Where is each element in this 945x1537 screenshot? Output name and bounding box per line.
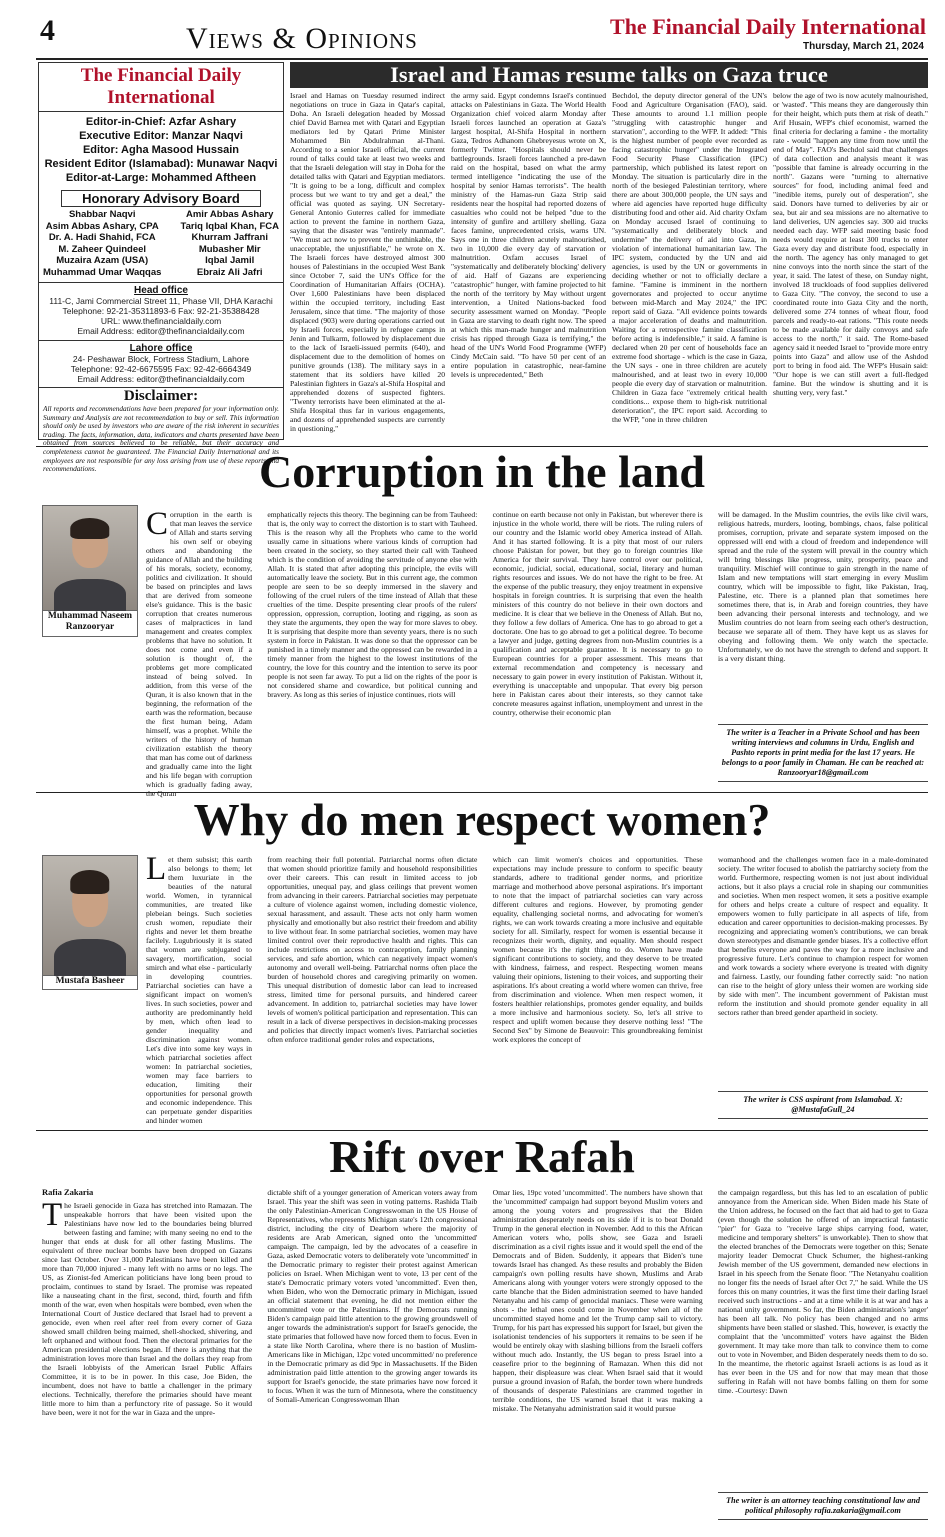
staff-item: Resident Editor (Islamabad): Munawar Naqvi — [44, 158, 278, 170]
article-headline-respect-women: Why do men respect women? — [193, 794, 771, 845]
board-member: Shabbar Naqvi — [68, 209, 136, 220]
section-title: Views & Opinions — [186, 22, 418, 55]
article-body-rafah — [42, 1188, 928, 1532]
board-member: Khurram Jaffrani — [191, 232, 269, 243]
article-column — [42, 1197, 252, 1521]
author-caption: Mustafa Basheer — [42, 976, 138, 990]
staff-item: Executive Editor: Manzar Naqvi — [79, 130, 243, 142]
lahore-office-title: Lahore office — [39, 340, 283, 354]
article-column: which can limit women's choices and opportunities. These expectations may include pressure to conform to specific beauty standards, adhere to traditional gender norms, and prioritize marriage and motherhood above personal aspirations. It's important to note that the impact of patriarchal societies can vary across different cultures and regions. However, by promoting gender equality, challenging societal norms, and advocating for women's rights, we can work towards creating a more inclusive and equitable society for all. Similarly, respect for women is essential because it recognizes their worth, dignity, and equality. Men should respect women because it's the right thing to do. Women have made significant contributions to society, and they deserve to be treated with kindness, fairness, and respect. Respecting women means valuing their opinions, listening to their voices, and supporting their aspirations. It's about creating a world where women can thrive, free from discrimination and violence. When men respect women, it fosters healthier relationships, promotes gender equality, and builds a more inclusive and harmonious society. So, let's all strive to respect and uplift women because they deserve nothing less! "The Second Sex" by Simone de Beauvoir: This groundbreaking feminist work explores the concept of — [492, 855, 703, 1044]
author-bio: The writer is an attorney teaching constitutional law and political philosophy rafia.zakaria@gmail.com — [718, 1492, 928, 1520]
article-body-corruption — [42, 506, 928, 798]
article-column-text: orruption in the earth is that man leaves the service of Allah and starts serving his own self or obeying others and abandoning the guidance of Allah and the building of his morals, society, economy, politics and civilization. It should be based on principles and laws that are derived from someone else's guidance. This is the basic corruption that creates numerous cases of malpractices in land management and creates complex problems that have no solution. It does not come and even if a solution is thought of, the problems get more complicated instead of being solved. In addition, from this verse of the Quran, it is also known that in the beginning, the reformation of the earth was the reformation, because the first human being, Adam himself, was a prophet. While the writers of the history of human civilization establish the theory that man has come out of darkness and gradually came into the light and his life began with corruption which is gradually fading away, the Quran — [146, 510, 252, 798]
lahore-office-email[interactable]: Email Address: editor@thefinancialdaily.com — [77, 374, 245, 384]
article-column: continue on earth because not only in Pakistan, but wherever there is injustice in the whole world, there will be riots. The ruling rulers of our country and the Islamic world obey America instead of Allah. And it has started following. It is a pity that most of our rulers choose Pakistan for power, but they go to foreign countries like America for their survival. They have control over our political, economic, judicial, social, educational, social, literary and human rights resources and issues. We do not have the right to be free. At the expense of the public treasury, they enjoy treatment in expensive hospitals in foreign countries. It is surprising that even the health ministers of this country do not believe in their own doctors and medicine. It is clear that we believe in the Oneness of Allah. But no, they follow a few dollars of America. One has to go abroad to get a doctorate. One has to go abroad to get a political degree. To become a lawyer and judge, getting degrees from non-Muslim countries is a qualification and acceptable guarantee. It is necessary to go to European countries for a proper assessment. This means that external recommendation and competency is necessary and necessary to gain power in every institution of Pakistan. Without it, everything is unacceptable and unpopular. That every big person here in Pakistan cares about their interests, so they cannot take concrete measures against inflation, unemployment and unrest in the country, otherwise their economic plan — [492, 510, 703, 717]
board-member: Muhammad Umar Waqqas — [43, 266, 162, 278]
imprint-box — [38, 62, 284, 474]
article-column-with-byline — [42, 1188, 252, 1532]
column-lead — [146, 851, 252, 1125]
disclaimer-title: Disclaimer: — [39, 387, 283, 405]
article-headline-corruption: Corruption in the land — [258, 446, 706, 497]
article-body-respect-women — [42, 851, 928, 1125]
board-member: Ebraiz Ali Jafri — [196, 266, 263, 278]
article-column — [42, 506, 252, 798]
article-column: Bechdol, the deputy director general of the UN's Food and Agriculture Organisation (FAO), said. These amounts to around 1.1 million people "struggling with catastrophic hunger and starvation", according to the WFP. It added: "This is the highest number of people ever recorded as facing catastrophic hunger" under the Integrated Food Security Phase Classification (IPC) partnership, which published its latest report on Monday. The situation is particularly dire in the north of the besieged Palestinian territory, where there are about 300,000 people, the UN says and where aid agencies have reported huge difficulty distributing food and other aid. Aid charity Oxfam on Monday accused Israel of continuing to "systematically and deliberately block and undermine" the delivery of aid into Gaza, in violation of international humanitarian law. The IPC system, conducted by the UN and aid agencies, is used by the UN or governments in deciding whether or not to officially declare a famine. "Famine is imminent in the northern governorates and projected to occur anytime between mid-March and May 2024," the IPC report said of Gaza. "All evidence points towards a major acceleration of deaths and malnutrition. Waiting for a retrospective famine classification before acting is indefensible," it said. A famine is declared when 20 per cent of households face an extreme food shortage - which is the case in Gaza, the UN says - one in three children are acutely malnourished, and at least two in every 10,000 people die every day of starvation or malnutrition. Children in Gaza face "extremely critical health conditions... expose them to high-risk nutritional deterioration", the IPC report said. According to the WFP, "one in three children — [612, 91, 767, 424]
board-member: Asim Abbas Ashary, CPA — [45, 220, 159, 232]
column-lead — [146, 506, 252, 798]
article-column — [42, 851, 252, 1125]
head-office-url[interactable]: URL: www.thefinancialdaily.com — [100, 316, 222, 326]
page-number: 4 — [40, 14, 55, 47]
head-office-email[interactable]: Email Address: editor@thefinancialdaily.com — [77, 326, 245, 336]
staff-item: Editor: Agha Masood Hussain — [82, 144, 240, 156]
article-column-text: et them subsist; this earth also belongs to them; let them luxuriate in the beauties of the natural world. Women, in tyrannical communities, are treated like plebeian beings. Such societies crush women, repudiate their rights and never let them breathe facilely. Lugubriously it is stated that women are subjugated to savagery, mortification, social smirch and what else - particularly in developing countries. Patriarchal societies can have a significant impact on women's lives. In such societies, power and authority are predominantly held by men, which often lead to gender inequality and discrimination against women. Let's dive into some key ways in which patriarchal societies affect women: In patriarchal societies, women may face barriers to education, limiting their opportunities for personal growth and economic independence. This can perpetuate gender disparities and hinder women — [146, 855, 252, 1125]
article-column: emphatically rejects this theory. The beginning can be from Tauheed: that is, the only way to correct the distortion is to start with Tauheed. This is the reason why all the Prophets who came to the world usually came in situations where various kinds of corruption had been created in the society, so they started their call with Tauheed which is the condition of avoiding the servitude of anyone else with Allah. It is stated that after adopting this principle, the evils will automatically leave the society. But in this current age, the common people are seen to be so deeply immersed in the slavery and following of the cruel rulers of the time instead of Allah that these cruelties of the time. Despite presenting clear proofs of the rulers' oppression, oppression, corruption, looting and rigging, as soon as they state the arguments, they open the way for more slaves to obey. It is surprising that despite more than seventy years, there is no such system in force in Pakistan. It was done so that the oppressor can be punished in a timely manner and the oppressed can be rewarded in a timely manner from the highest to the lowest institutions of the country, the love for this country and the intention to serve its poor people is not seen far away. To put a lid on the rights of the poor is not considered shame and cowardice, but political cunning and bravery. As long as this series of injustice continues, riots will — [267, 510, 478, 699]
paper-name: The Financial Daily International — [610, 14, 926, 39]
advisory-board-left — [43, 209, 161, 278]
head-office-details — [39, 296, 283, 336]
article-body-gaza-truce — [290, 91, 928, 440]
author-bio: The writer is a Teacher in a Private School and has been writing interviews and columns in Urdu, English and Pashto reports in print media for the last 17 years. He belongs to a poor family in Chaman. He can be reached at: Ranzooryar18@gmail.com — [718, 724, 928, 782]
article-column: Israel and Hamas on Tuesday resumed indirect negotiations on truce in Gaza in Qatar's capital, Doha. An Israeli delegation headed by Mossad chief David Barnea met with Qatari and Egyptian mediators led by Qatari Prime Minister Mohammed Bin Abdulrahman al-Thani. According to a senior Israeli official, the current round of talks could take at least two weeks and that the Israeli delegation will stay in Doha for the detailed talks with Qatari and Egyptian mediators. "It is going to be a long, difficult and complex process but we want to try and get a deal," the official was quoted as saying. UN Secretary-General Antonio Guterres called for immediate action to prevent the famine in northern Gaza, saying that the disaster was "entirely manmade". "We must act now to prevent the unthinkable, the unacceptable, the unjustifiable," he wrote on X. The Israeli forces have destroyed almost 300 houses of Palestinians in the occupied West Bank since October 7, said the UN's Office for the Coordination of Humanitarian Affairs (OCHA). Over 1,600 Palestinians have been displaced within the occupied territory, including East Jerusalem, since that time. "The majority of those displaced (903) were during operations carried out by Israeli forces, especially in refugee camps in Jenin and Tulkarm, followed by displacement due to the lack of Israeli-issued permits (640), and displacement due to the demolition of homes on punitive grounds (138). The military says in a statement that its soldiers have killed 20 Palestinian fighters in Gaza's al-Shifa Hospital and apprehended dozens of suspected fighters. "Twenty terrorists have been eliminated at the al-Shifa Hospital thus far in various engagements, and dozens of apprehended suspects are currently in questioning," — [290, 91, 445, 433]
article-column: will be damaged. In the Muslim countries, the evils like civil wars, religious hatreds, murders, looting, bombings, chaos, false political promises, corruption, private and separate system imposed on the oppressed will end with a cloud of freedom and independence will spread and the rule of the system will prevail in the country which will bring blessings like progress, unity, prosperity, peace and tranquility. Mischief will continue to gain strength in the name of Islam and new temptations will start emerging in every Muslim country, which will be impossible to fight, like Pakistan, Iraq, Palestine, etc. There is a planned plan that sometimes here sometimes there, that is, in Arab and foreign countries, they have been advancing their personal interests and technology, and we Muslim countries do not learn from seeing each other's destruction, because we separate all of them. They have kept us as slaves for obeying and following them. We only watch the spectacle. Unfortunately, we do not have the strength to defend and support. It is a very distant thing. — [717, 510, 928, 663]
board-member: Muzaira Azam (USA) — [56, 255, 149, 266]
dropcap: C — [146, 506, 169, 542]
advisory-board-title: Honorary Advisory Board — [61, 190, 261, 207]
masthead — [36, 8, 928, 60]
board-member: Mubasher Mir — [198, 243, 261, 255]
lahore-office-details — [39, 354, 283, 384]
article-headline-rafah: Rift over Rafah — [329, 1131, 635, 1182]
article-headline-gaza-truce: Israel and Hamas resume talks on Gaza truce — [290, 62, 928, 88]
board-member: Iqbal Jamil — [205, 255, 255, 266]
board-member: Amir Abbas Ashary — [186, 209, 274, 220]
article-column: Omar lies, 19pc voted 'uncommitted'. The numbers have shown that the 'uncommitted' campaign had support beyond Muslim voters and among the young voters and progressives that the Biden administration desperately needs on its side if it is to beat Donald Trump in the general election in November. Add to this the African American voters who, polls show, see Gaza and Israeli discrimination as a civil rights issue and it would spell the end of the Democrats and of Biden. Suddenly, it appears that Biden's tune towards Israel has changed. As these results and probably the Biden campaign's own polling results have shown, Muslims and Arab Americans along with younger voters were strongly opposed to the carte blanche that the Biden administration seemed to have handed Netanyahu and his camp of genocidal maniacs. These were warning shots - the lethal ones could come in November when all of the uncommitted stayed home and let the Trump camp sail to victory. Trump, for his part has expressed his support for Israel, but given the isolationist tendencies of his supporters it remains to be seen if he would be entirely okay with slashing billions from the Israeli coffers without much ado. Instantly, the US began to press Israel into a ceasefire prior to the beginning of Ramazan. When this did not happen, their displeasure was clear. When Israel said that it would pursue a ground invasion of Rafah, the border town where hundreds of thousands of desperate Palestinians are crammed together in terrible conditions, the US warned Israel that it was making a mistake. The Netanyahu administration said it would pursue — [492, 1188, 703, 1413]
article-column-with-bio — [718, 1188, 928, 1532]
board-member: Tariq Iqbal Khan, FCA — [180, 220, 279, 232]
author-caption: Muhammad Naseem Ranzooryar — [42, 611, 138, 637]
article-column-with-bio — [718, 855, 928, 1125]
advisory-board-right — [180, 209, 279, 278]
staff-item: Editor-at-Large: Mohammed Aftheen — [65, 172, 257, 184]
author-bio: The writer is CSS aspirant from Islamabad. X: @MustafaGull_24 — [718, 1091, 928, 1119]
head-office-address: 111-C, Jami Commercial Street 11, Phase VII, DHA Karachi — [49, 296, 273, 306]
staff-list — [39, 112, 283, 187]
article-column: below the age of two is now acutely malnourished, or 'wasted'. "This means they are dangerously thin for their height, which puts them at risk of death." Arif Husain, WFP's chief economist, warned the final criteria for declaring a famine - the mortality rate - would "happen any time from now until the end of May". FAO's Bechdol said that challenges of data collection and analysis meant it was "possible that famine is already occurring in the north". Gazans were "turning to alternative sources" for food, including animal feed and "inedible items, purely out of desperation", she said. Donors have turned to deliveries by air or sea, but air and sea missions are no alternative to land deliveries, UN agencies say. 300 aid trucks needed each day. WFP said meeting basic food needs would require at least 300 trucks to enter Gaza every day and distribute food, especially in the north. The agency has only managed to get nine convoys into the north since the start of the year, it said. The latest of these, on Sunday night, involved 18 truckloads of food supplies delivered to Gaza City. "The convoy, the second to use a coordinated route into Gaza City and the north, delivered some 274 tonnes of wheat flour, food parcels and ready-to-eat rations. "This route needs to be made available for daily convoys and safe access to the north," it said. The Rome-based agency said it needed Israel to "provide more entry points into Gaza" and allow use of the Ashdod port to bring in food aid. The WFP's Husain said: "Our hope is we can still avert a full-fledged famine. But the window is shutting and it is shutting very, very fast." — [773, 91, 928, 397]
lahore-office-phone: Telephone: 92-42-6675595 Fax: 92-42-6664349 — [70, 364, 252, 374]
head-office-title: Head office — [39, 282, 283, 296]
section-divider — [36, 792, 928, 793]
article-column: the campaign regardless, but this has led to an escalation of public annoyance from the American side. When Biden made his State of the Union address, he focused on the fact that aid had to get to Gaza (even though the solution he offered of an impractical fantastic "pier" for Gaza to "receive large ships carrying food, water, medicine and temporary shelters" is unworkable). Then to show that the elected branches of the Democrats were together on this; Senate majority leader Democrat Chuck Schumer, the highest-ranking Jewish member of the US government, demanded new elections in Israel in his speech from the Senate floor. "The Netanyahu coalition no longer fits the needs of Israel after Oct 7," he said. While the US forces this on many countries, it was the first time their darling Israel received such instructions - and at a time while it is at war and has a national unity government. So far, the Biden administration's 'anger' has been all talk. No policy has been changed and no arms shipments have been stalled or slashed. This, however, is exactly the complaint that the 'uncommitted' voters have against the Biden government. It may take more than talk to convince them to come out to vote in November, and Biden desperately needs them to do so. In the meantime, the rhetoric against Israeli actions is as loud as it has ever been in the US and for now that may mean that those suffering in Rafah will not have bombs falling on them for some time. -Courtesy: Dawn — [717, 1188, 928, 1395]
author-byline: Rafia Zakaria — [42, 1187, 94, 1197]
article-column-with-bio — [718, 510, 928, 790]
issue-date: Thursday, March 21, 2024 — [803, 41, 924, 52]
article-column-text: he Israeli genocide in Gaza has stretched into Ramazan. The unspeakable horrors that have been visited upon the Palestinians have now led to the boundaries being blurred between fasting and famine; with many seeing no end to the hunger that ends at dusk for all other fasting Muslims. The equivalent of three nuclear bombs have been dropped on Gazans since last October. Over 31,000 Palestinians have been killed and more than 70,000 injured - many left with no arms or no legs. The US, as Zionist-fed American politicians have long been proud to proclaim, continues to stand by Israel. The promise was repeated like a nauseating chant in the first, second, third, fourth and fifth month of the war, even when hospitals were bombed, even when the International Court of Justice declared that Israel had to prevent a genocide, even when reel after reel from every corner of Gaza showed small children being maimed, shell-shocked, shivering, and left orphaned and without food. Then the electoral primaries for the American presidential elections began. If there is anything that the administration loves more than Israel and the dollars they reap from the Israeli lobbyists of the American Israel Public Affairs Committee, it is to be in power. In this case, Joe Biden, the incumbent, does not have to battle a challenger in the primary elections. Technically, therefore the primaries should have meant little more to him than a perfunctory rite of passage. So it would have been, were it not for the war in Gaza and the unpre- — [42, 1201, 252, 1417]
dropcap: L — [146, 851, 167, 887]
staff-item: Editor-in-Chief: Azfar Ashary — [85, 116, 237, 128]
dropcap: T — [42, 1197, 63, 1233]
article-column: from reaching their full potential. Patriarchal norms often dictate that women should prioritize family and household responsibilities over their careers. This can result in limited access to job opportunities, unequal pay, and glass ceilings that prevent women from advancing in their careers. Patriarchal societies may perpetuate a culture of violence against women, including domestic violence, sexual harassment, and assault. These acts not only harm women physically and emotionally but also restrict their freedom and ability to live without fear. In some patriarchal societies, women may have limited control over their reproductive health and rights. This can include restrictions on access to contraception, family planning services, and safe abortion, which can negatively impact women's autonomy and overall well-being. Patriarchal norms often place the burden of household chores and caregiving primarily on women. This unequal distribution of domestic labor can lead to increased stress, limited time for personal pursuits, and hindered career advancement. In addition to, patriarchal societies may have lower levels of women's political participation and representation. This can result in a lack of diverse perspectives in decision-making processes and policies that directly impact women's lives. Patriarchal societies often enforce traditional gender roles and expectations, — [267, 855, 478, 1044]
article-column: the army said. Egypt condemns Israel's continued attacks on Palestinians in Gaza. The World Health Organization chief voiced alarm Monday after Israeli forces launched an operation at Gaza's largest hospital, Al-Shifa Hospital in northern Gaza, Tedros Adhanom Ghebreyesus wrote on X, formerly Twitter. "Hospitals should never be battlegrounds. Israeli forces launched a pre-dawn raid on the hospital, based on what the army termed intelligence "indicating the use of the hospital by senior Hamas terrorists". The health ministry of the Hamas-run Gaza Strip said residents near the hospital had reported dozens of casualties who could not be helped "due to the intensity of gunfire and artillery shelling. Gaza faces famine, unprecedented crisis, warns UN. Says one in three children acutely malnourished, two in 10,000 die every day of starvation or malnutrition. Oxfam accuses Israel of "systematically and deliberately blocking' delivery of aid. Half of Gazans are experiencing "catastrophic" hunger, with famine projected to hit the north of the territory by May without urgent intervention, a United Nations-backed food security assessment warned on Monday. "People in Gaza are starving to death right now. The speed at which this man-made hunger and malnutrition crisis has ripped through Gaza is terrifying," the head of the UN's World Food Programme (WFP) Cindy McCain said. "To have 50 per cent of an entire population in catastrophic, near-famine levels is unprecedented," Beth — [451, 91, 606, 379]
article-column: womanhood and the challenges women face in a male-dominated society. The writer focused to abolish the patriarchy society from the world. Furthermore, respecting women is not just about individual actions, but it also plays a crucial role in shaping our communities and societies. When men respect women, it sets a positive example for others and helps create a culture of respect and equality. It empowers women to fully participate in all aspects of life, from education and career opportunities to decision-making processes. By recognizing and appreciating women's contributions, we can break down stereotypes and dismantle gender biases. It's a collective effort that benefits everyone and paves the way for a more inclusive and progressive future. Let's continue to champion respect for women and work towards a society where everyone is treated with dignity and fairness. Lastly, our founding father correctly said: "no nation can rise to the height of glory unless their women are working side by side with men". The incumbent government of Pakistan must reform the institution and should promote gender equality in all sectors rather than breed gender apartheid in society. — [717, 855, 928, 1017]
board-member: Dr. A. Hadi Shahid, FCA — [48, 232, 156, 243]
article-column: dictable shift of a younger generation of American voters away from Israel. This year the shift was seen in voting patterns. Rashida Tlaib the only Palestinian-American Congresswoman in the US House of Representatives, who represents Michigan state's 12th congressional district, including the city of Dearborn where the majority of residents are Arab American, signed onto the 'uncommitted' campaign. The campaign, led by the advocates of a ceasefire in Gaza, asked Democratic voters to deliberately vote 'uncommitted' in the Democratic primary to register their protest against American policies on Israel. When Michigan went to vote, 13 per cent of the state's Democratic primary voters voted 'uncommitted'. Even then, when Biden, who won the Democratic primary in Michigan, issued an official statement that evening, he did not mention either the uncommitted vote or the Palestinians. If the Democrats running Biden's campaign paid little attention to the growing groundswell of anger towards the administration's support for Israel's genocide, the state primaries that followed have now forced them to focus. Even in a state like North Carolina, where there is no bastion of Muslim-Americans like in Michigan, 12pc voted uncommitted/ no preference in the Democratic primary as did 9pc in Massachusetts. If the Biden administration paid little attention to the growing anger towards its support for Israel's genocide, the state primaries have now forced it to focus. When it was the turn of Minnesota, where the constituency of Somali-American Congresswoman Ilhan — [267, 1188, 478, 1404]
lahore-office-address: 24- Peshawar Block, Fortress Stadium, Lahore — [72, 354, 250, 364]
head-office-phone: Telephone: 92-21-35311893-6 Fax: 92-21-35388428 — [62, 306, 260, 316]
disclaimer-text: All reports and recommendations have been prepared for your information only. Summary and Analysis are not recommendation to buy or sell. This information should only be used by investors who are aware of the risk inherent in securities trading. The facts, information, data, indicators and charts presented have been obtained from sources believed to be reliable, but their accuracy and completeness cannot be guaranteed. The Financial Daily International and its employees are not responsible for any loss arising from use of these reports and recommendations. — [43, 404, 279, 474]
board-member: M. Zaheer Quindeel — [58, 243, 147, 255]
advisory-board — [39, 209, 283, 278]
imprint-paper-name: The Financial Daily International — [39, 65, 283, 112]
